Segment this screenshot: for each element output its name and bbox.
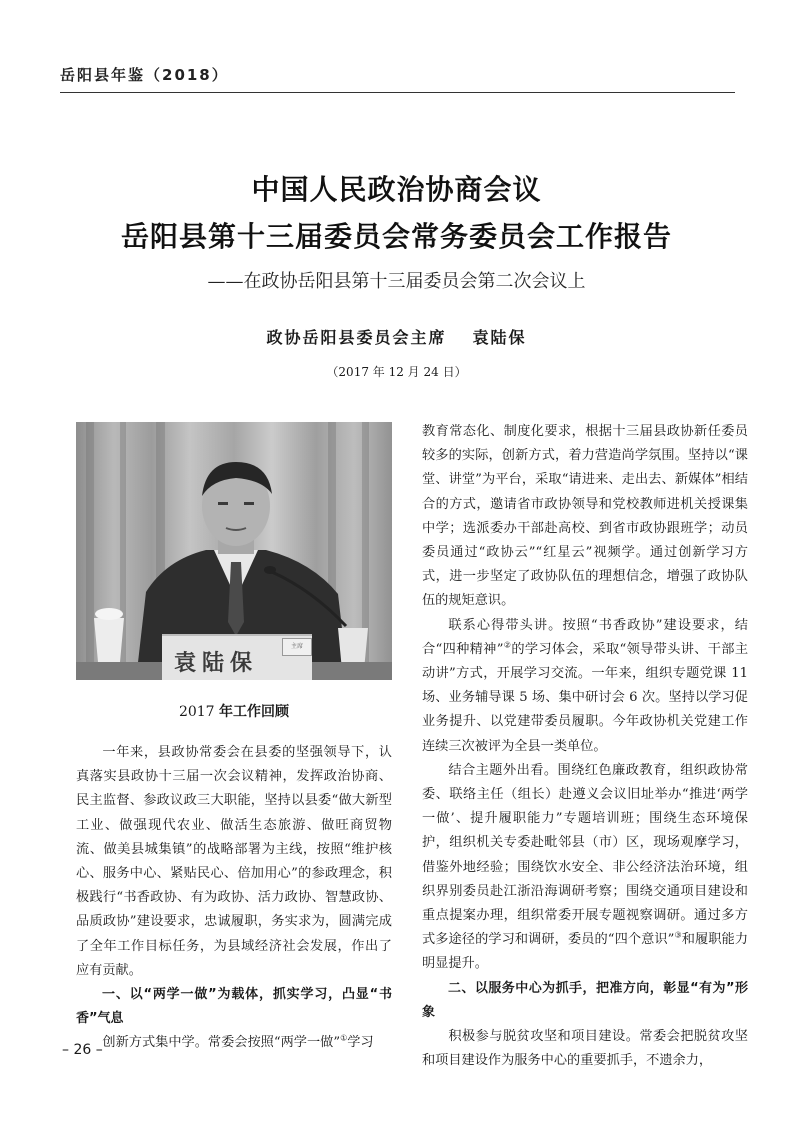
intro-paragraph: 一年来，县政协常委会在县委的坚强领导下，认真落实县政协十三届一次会议精神，发挥政治协商、民主监督、参政议政三大职能，坚持以县委“做大新型工业、做强现代农业、做活生态旅游、做旺商贸物流、做美县城集镇”的战略部署为主线，按照“维护核心、服务中心、紧贴民心、倍加用心”的参政理念，积极践行“书香政协、有为政协、活力政协、智慧政协、品质政协”建设要求，忠诚履职，务实求为，圆满完成了全年工作目标任务，为县域经济社会发展，作出了应有贡献。: [76, 745, 392, 978]
yearbook-header: 岳阳县年鉴（2018）: [60, 66, 229, 84]
report-date: （2017 年 12 月 24 日）: [326, 365, 467, 379]
caption-year: 2017: [178, 704, 215, 720]
caption-label: 年工作回顾: [219, 704, 290, 720]
author-line: [0, 325, 793, 348]
right-paragraph-3-end: 和履职能力明显提升。: [422, 932, 749, 972]
right-paragraph-4: 积极参与脱贫攻坚和项目建设。常委会把脱贫攻坚和项目建设作为服务中心的重要抓手，不遗余力，: [422, 1029, 748, 1069]
author-name: 袁陆保: [472, 328, 527, 347]
right-paragraph-2: [422, 614, 748, 759]
author-role: 政协岳阳县委员会主席: [266, 328, 447, 347]
speaker-nameplate: 袁陆保: [162, 634, 312, 680]
right-paragraph-2-end: 的学习体会，采取“领导带头讲、干部主动讲”方式，开展学习交流。一年来，组织专题党课 11 场、业务辅导课 5 场、集中研讨会 6 次。坚持以学习促业务提升、以党建带委员履职。今年政协机关党建工作连续三次被评为全县一类单位。: [422, 641, 749, 754]
section-caption: [76, 701, 392, 721]
right-paragraph-3: [422, 759, 748, 977]
footnote-mark-1: ①: [340, 1034, 348, 1044]
report-title-line1: 中国人民政治协商会议: [251, 173, 542, 206]
footnote-mark-2: ②: [503, 640, 512, 650]
report-subtitle: ——在政协岳阳县第十三届委员会第二次会议上: [207, 271, 586, 292]
left-paragraph-2-end: 学习: [347, 1035, 374, 1051]
page-number: – 26 –: [62, 1042, 103, 1058]
section-heading-1: 一、以“两学一做”为载体，抓实学习，凸显“书香”气息: [76, 987, 392, 1027]
right-column: [422, 420, 748, 1073]
speaker-photo: [76, 422, 392, 680]
left-column: [76, 741, 392, 1056]
nameplate-badge: 主席: [282, 638, 312, 656]
report-title-line2: 岳阳县第十三届委员会常务委员会工作报告: [120, 220, 672, 253]
section-heading-2: 二、以服务中心为抓手，把准方向，彰显“有为”形象: [422, 980, 748, 1020]
header-divider: [60, 92, 735, 93]
left-paragraph-2-start: 创新方式集中学。常委会按照“两学一做”: [102, 1035, 341, 1051]
right-paragraph-2-start: 联系心得带头讲。按照“书香政协”建设要求，结合“四种精神”: [422, 617, 748, 657]
left-paragraph-2: [76, 1031, 392, 1055]
right-paragraph-3-start: 结合主题外出看。围绕红色廉政教育，组织政协常委、联络主任（组长）赴遵义会议旧址举办“推进‘两学一做’、提升履职能力”专题培训班；围绕生态环境保护，组织机关专委赴毗邻县（市）区，现场观摩学习，借鉴外地经验；围绕饮水安全、非公经济法治环境，组织界别委员赴江浙沿海调研考察；围绕交通项目建设和重点提案办理，组织常委开展专题视察调研。通过多方式多途径的学习和调研，委员的“四个意识”: [422, 762, 748, 948]
footnote-mark-3: ③: [674, 930, 682, 940]
right-paragraph-1: 教育常态化、制度化要求，根据十三届县政协新任委员较多的实际，创新方式，着力营造尚学氛围。坚持以“课堂、讲堂”为平台，采取“请进来、走出去、新媒体”相结合的方式，邀请省市政协领导和党校教师进机关授课集中学；选派委办干部赴高校、到省市政协跟班学；动员委员通过“政协云”“红星云”视频学。通过创新学习方式，进一步坚定了政协队伍的理想信念，增强了政协队伍的规矩意识。: [422, 424, 748, 609]
